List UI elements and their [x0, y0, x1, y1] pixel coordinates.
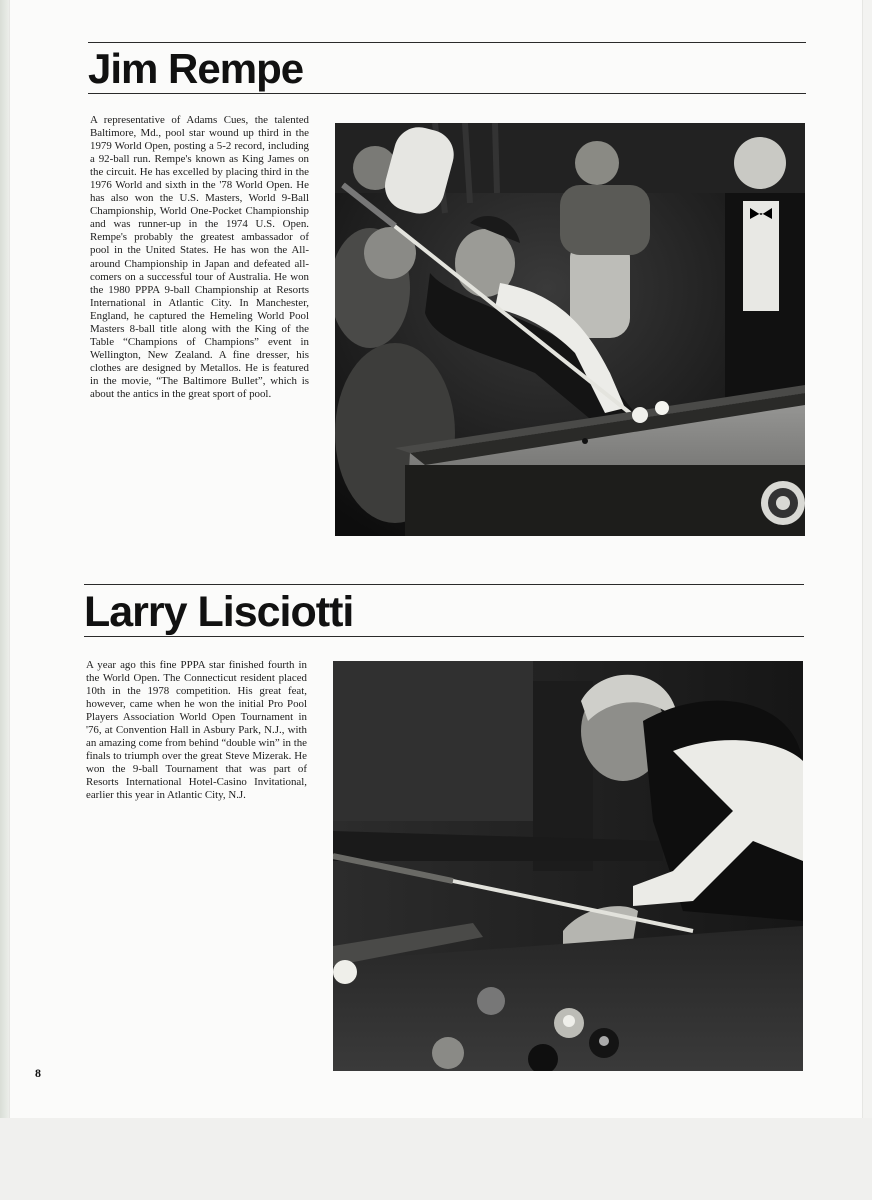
section1-top-rule	[88, 42, 806, 43]
scan-background	[0, 1118, 872, 1200]
section1-photo	[335, 123, 805, 536]
section1-title: Jim Rempe	[88, 45, 304, 92]
page-binding-edge	[0, 0, 10, 1200]
billiards-shot-photo	[333, 661, 803, 1071]
section2-title: Larry Lisciotti	[84, 588, 354, 636]
section1-body: A representative of Adams Cues, the talented Baltimore, Md., pool star wound up third in the 1979 World Open, posting a 5-2 record, including a 92-ball run. Rempe's known as King James on the circuit. He has excelled by placing third in the 1976 World and sixth in the '78 World Open. He has also won the U.S. Masters, World 9-Ball Championship, World One-Pocket Championship and was runner-up in the 1974 U.S. Open. Rempe's probably the greatest ambassador of pool in the United States. He has won the All-around Championship in Japan and defeated all-comers on a successful tour of Australia. He won the 1980 PPPA 9-ball Championship at Resorts International in Atlantic City. In Manchester, England, he captured the Hemeling World Pool Masters 8-ball title along with the King of the Table “Champions of Champions” event in Wellington, New Zealand. A fine dresser, his clothes are designed by Metallos. He is featured in the movie, “The Baltimore Bullet”, which is about the antics in the great sport of pool.	[90, 114, 309, 400]
page-number: 8	[35, 1066, 41, 1080]
section2-bottom-rule	[84, 636, 804, 637]
billiards-player-photo	[335, 123, 805, 536]
section1-bottom-rule	[88, 93, 806, 94]
section2-top-rule	[84, 584, 804, 585]
section2-photo	[333, 661, 803, 1071]
section2-body: A year ago this fine PPPA star finished fourth in the World Open. The Connecticut resident placed 10th in the 1978 competition. His great feat, however, came when he won the initial Pro Pool Players Association World Open Tournament in '76, at Convention Hall in Asbury Park, N.J., with an amazing come from behind “double win” in the finals to triumph over the great Steve Mizerak. He won the 9-ball Tournament that was part of Resorts International Hotel-Casino Invitational, earlier this year in Atlantic City, N.J.	[86, 659, 307, 802]
